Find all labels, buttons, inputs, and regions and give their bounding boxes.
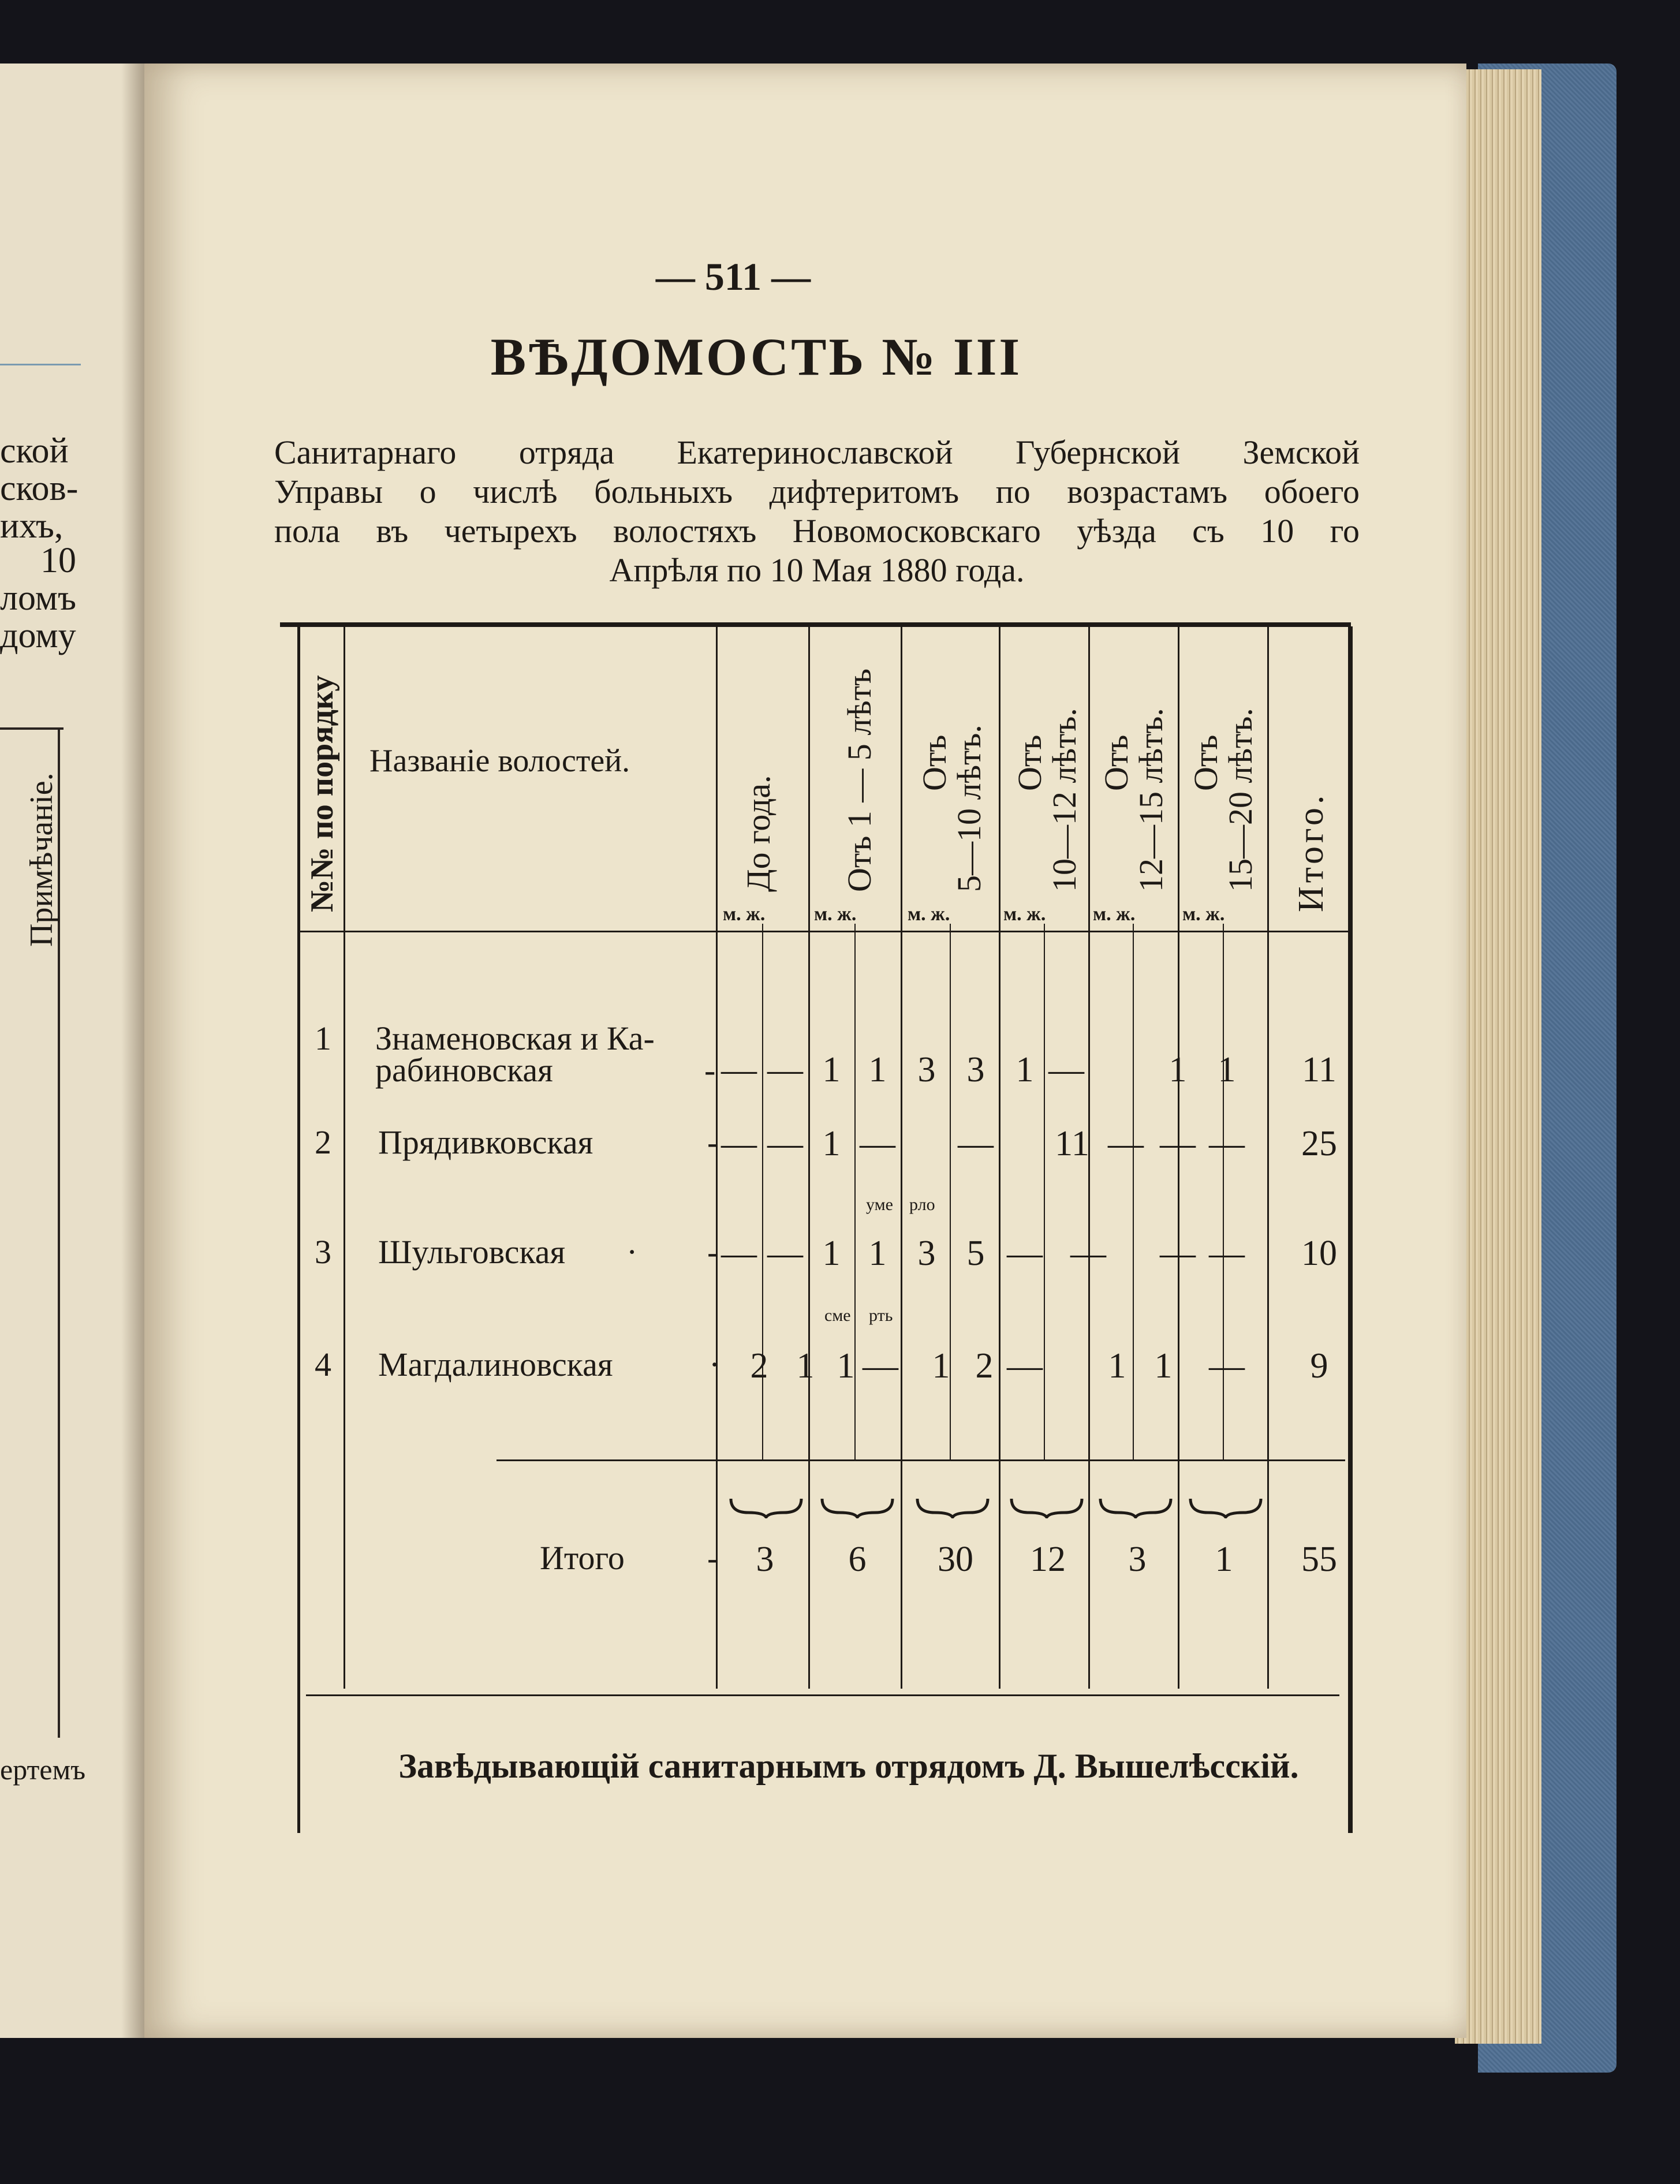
total-value: 3 — [756, 1540, 774, 1579]
header-name: Названіе волостей. — [369, 743, 630, 779]
sex-label: м. ж. — [1182, 904, 1225, 925]
cell-value: — — [1070, 1234, 1106, 1273]
brace-icon — [820, 1495, 895, 1518]
row-number: 1 — [315, 1020, 331, 1057]
cell-value: 1 — [1154, 1346, 1173, 1386]
subtitle-line: Управы о числѣ больныхъ дифтеритомъ по возрастамъ обоего — [274, 473, 1360, 510]
subtitle-line: пола въ четырехъ волостяхъ Новомосковскаго уѣзда съ 10 го — [274, 512, 1360, 550]
brace-icon — [729, 1495, 804, 1518]
grand-total: 55 — [1301, 1540, 1337, 1579]
page-edges — [1455, 69, 1541, 2044]
header-age: До года. — [740, 775, 777, 892]
cell-value: 1 — [837, 1346, 855, 1386]
totals-top-rule — [496, 1459, 1345, 1461]
cell-value: — — [767, 1050, 803, 1089]
cell-value: 1 — [822, 1234, 841, 1273]
cell-value: — — [1209, 1234, 1245, 1273]
table-left-rule — [297, 626, 300, 1833]
row-number: 4 — [315, 1346, 331, 1383]
cell-value: 1 — [822, 1124, 841, 1163]
total-value: 12 — [1030, 1540, 1066, 1579]
brace-icon — [1098, 1495, 1173, 1518]
left-fragment: ихъ, — [0, 506, 64, 546]
sex-label: м. ж. — [908, 904, 950, 925]
cell-value: — — [958, 1124, 994, 1163]
brace-icon — [915, 1495, 990, 1518]
cell-value: — — [1048, 1050, 1084, 1089]
brace-icon — [1009, 1495, 1084, 1518]
row-name: Шульговская — [378, 1233, 566, 1271]
left-fragment: дому — [0, 616, 76, 655]
sex-label: м. ж. — [1093, 904, 1136, 925]
cell-value: 1 — [1108, 1346, 1126, 1386]
row-name: Магдалиновская — [378, 1346, 613, 1383]
left-page — [0, 64, 144, 2038]
cell-value: — — [721, 1050, 757, 1089]
row-name: Знаменовская и Ка- — [375, 1020, 655, 1057]
cell-value: — — [860, 1124, 895, 1163]
note-text: рть — [869, 1306, 893, 1325]
left-fragment: ертемъ — [0, 1753, 86, 1786]
subtitle-line: Апрѣля по 10 Мая 1880 года. — [609, 551, 1025, 589]
note-text: сме — [824, 1306, 851, 1325]
sex-label: м. ж. — [1003, 904, 1046, 925]
cell-value: 1 — [868, 1234, 887, 1273]
cell-value: — — [1209, 1124, 1245, 1163]
header-age: Отъ — [1097, 734, 1135, 791]
cell-value: — — [767, 1124, 803, 1163]
total-value: 1 — [1215, 1540, 1233, 1579]
header-bottom-rule — [300, 931, 1351, 932]
cell-value: 1 — [868, 1050, 887, 1089]
header-age: 10—12 лѣтъ. — [1046, 708, 1083, 892]
total-value: 3 — [1128, 1540, 1147, 1579]
row-number: 2 — [315, 1123, 331, 1161]
row-number: 3 — [315, 1233, 331, 1271]
header-age: Отъ — [1187, 734, 1224, 791]
note-text: уме — [866, 1195, 893, 1214]
header-age: Отъ 1 — 5 лѣтъ — [841, 669, 878, 892]
left-fragment: ской — [0, 431, 69, 471]
cell-value: — — [863, 1346, 898, 1386]
signature-line: Завѣдывающій санитарнымъ отрядомъ Д. Вышелѣсскій. — [398, 1747, 1299, 1785]
cell-value: — — [1108, 1124, 1144, 1163]
table-top-rule — [280, 622, 1351, 627]
header-total: Итого. — [1291, 792, 1331, 912]
cell-value: 5 — [966, 1234, 985, 1273]
subtitle — [274, 433, 1360, 590]
row-total: 9 — [1310, 1346, 1328, 1386]
cell-value: 2 — [750, 1346, 768, 1386]
header-age: Отъ — [1011, 734, 1048, 791]
table-bottom-rule — [306, 1694, 1339, 1696]
cell-value: 3 — [917, 1050, 936, 1089]
brace-icon — [1188, 1495, 1263, 1518]
cell-value: 1 — [796, 1346, 815, 1386]
left-rotated-header: Примѣчаніе. — [24, 772, 59, 947]
row-total: 11 — [1302, 1050, 1336, 1089]
cell-value: 1 — [1168, 1050, 1187, 1089]
note-text: рло — [909, 1195, 935, 1214]
header-number: №№ по порядку — [304, 675, 340, 912]
cell-value: 3 — [966, 1050, 985, 1089]
total-value: 6 — [848, 1540, 867, 1579]
sex-label: м. ж. — [723, 904, 766, 925]
sex-label: м. ж. — [814, 904, 857, 925]
table-right-rule — [1348, 626, 1353, 1833]
cell-value: — — [1007, 1234, 1043, 1273]
row-total: 10 — [1301, 1234, 1337, 1273]
left-fragment: ломъ — [0, 578, 77, 618]
cell-value: 1 — [1016, 1050, 1034, 1089]
cell-value: — — [1160, 1124, 1196, 1163]
row-name: Прядивковская — [378, 1123, 593, 1161]
cell-value: — — [721, 1234, 757, 1273]
total-value: 30 — [938, 1540, 973, 1579]
left-fragment: сков- — [0, 469, 79, 508]
cell-value: 1 — [1218, 1050, 1236, 1089]
totals-label: Итого — [540, 1539, 625, 1577]
cell-value: — — [767, 1234, 803, 1273]
cell-value: 11 — [1055, 1124, 1089, 1163]
cell-value: 1 — [822, 1050, 841, 1089]
cell-value: — — [721, 1124, 757, 1163]
header-age: 5—10 лѣтъ. — [950, 725, 988, 892]
header-age: 15—20 лѣтъ. — [1222, 708, 1259, 892]
cell-value: 2 — [975, 1346, 994, 1386]
cell-value: 3 — [917, 1234, 936, 1273]
row-total: 25 — [1301, 1124, 1337, 1163]
page-number: — 511 — — [655, 255, 811, 298]
row-name: рабиновская — [375, 1051, 553, 1089]
page-title: ВѢДОМОСТЬ № III — [490, 327, 1022, 386]
cell-value: — — [1160, 1234, 1196, 1273]
cell-value: — — [1007, 1346, 1043, 1386]
left-fragment: 10 — [40, 541, 76, 580]
cell-value: 1 — [932, 1346, 950, 1386]
header-age: Отъ — [916, 734, 953, 791]
subtitle-line: Санитарнаго отряда Екатеринославской Губернской Земской — [274, 434, 1360, 471]
header-age: 12—15 лѣтъ. — [1132, 708, 1170, 892]
cell-value: — — [1209, 1346, 1245, 1386]
